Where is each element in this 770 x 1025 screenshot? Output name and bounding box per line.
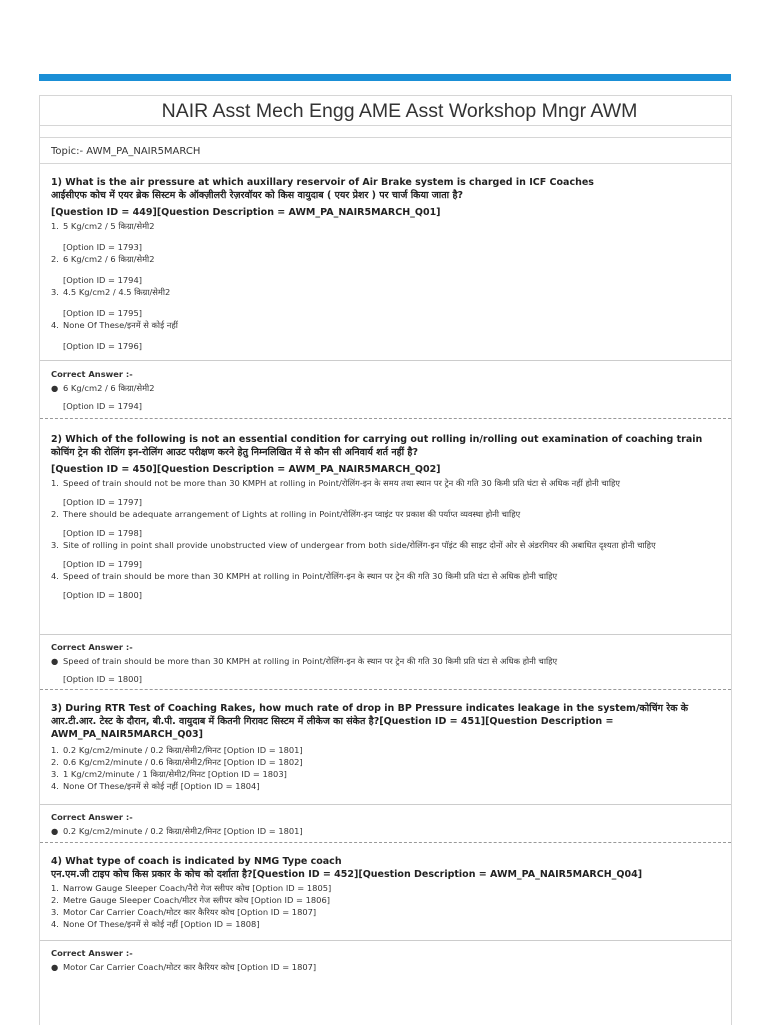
correct-answer-3 bbox=[51, 810, 303, 838]
topic-label: Topic:- AWM_PA_NAIR5MARCH bbox=[51, 146, 201, 157]
correct-answer-4 bbox=[51, 946, 316, 974]
option-id: [Option ID = 1796] bbox=[63, 341, 142, 351]
option-4: 4. None Of These/इनमें से कोई नहीं bbox=[51, 320, 178, 330]
question-id: [Question ID = 449][Question Description = AWM_PA_NAIR5MARCH_Q01] bbox=[51, 207, 441, 218]
option-4: 4. None Of These/इनमें से कोई नहीं [Option ID = 1808] bbox=[51, 919, 260, 929]
options-list bbox=[51, 882, 721, 930]
option-id: [Option ID = 1795] bbox=[63, 308, 142, 318]
correct-answer-value: ● 0.2 Kg/cm2/minute / 0.2 किग्रा/सेमी2/मिनट [Option ID = 1801] bbox=[51, 826, 303, 836]
correct-answer-label: Correct Answer :- bbox=[51, 812, 133, 822]
option-id: [Option ID = 1798] bbox=[63, 528, 142, 538]
option-3: 3. 1 Kg/cm2/minute / 1 किग्रा/सेमी2/मिनट [Option ID = 1803] bbox=[51, 769, 287, 779]
question-text: 1) What is the air pressure at which auxillary reservoir of Air Brake system is charged in ICF Coaches bbox=[51, 177, 594, 188]
page-title: NAIR Asst Mech Engg AME Asst Workshop Mngr AWM bbox=[40, 96, 731, 126]
option-2: 2. There should be adequate arrangement of Lights at rolling in Point/रोलिंग-इन प्वाइंट पर प्रकाश की पर्याप्त व्यवस्था होनी चाहिए bbox=[51, 509, 521, 519]
question-text-hindi: एन.एम.जी टाइप कोच किस प्रकार के कोच को दर्शाता है?[Question ID = 452][Question Description = AWM_PA_NAIR5MARCH_Q04] bbox=[51, 869, 643, 880]
question-3 bbox=[51, 702, 721, 792]
question-text: 2) Which of the following is not an essential condition for carrying out rolling in/rolling out examination of coaching train bbox=[51, 434, 703, 445]
question-4 bbox=[51, 855, 721, 930]
option-id: [Option ID = 1800] bbox=[63, 590, 142, 600]
question-1 bbox=[51, 176, 721, 352]
question-text-hindi: कोचिंग ट्रेन की रोलिंग इन-रोलिंग आउट परीक्षण करने हेतु निम्नलिखित में से कौन सी अनिवार्य शर्त नहीं है? bbox=[51, 447, 418, 458]
option-2: 2. 6 Kg/cm2 / 6 किग्रा/सेमी2 bbox=[51, 254, 155, 264]
option-3: 3. Site of rolling in point shall provide unobstructed view of undergear from both side/रोलिंग-इन पॉइंट की साइट दोनों ओर से अंडरगियर की अबाधित दृश्यता होनी चाहिए bbox=[51, 540, 656, 550]
correct-answer-value: ● Speed of train should be more than 30 KMPH at rolling in Point/रोलिंग-इन के स्थान पर ट्रेन की गति 30 किमी प्रति घंटा से अधिक होनी चाहिए bbox=[51, 656, 558, 666]
option-1: 1. 0.2 Kg/cm2/minute / 0.2 किग्रा/सेमी2/मिनट [Option ID = 1801] bbox=[51, 745, 303, 755]
correct-answer-label: Correct Answer :- bbox=[51, 369, 133, 379]
options-list bbox=[51, 220, 721, 352]
correct-answer-value: ● 6 Kg/cm2 / 6 किग्रा/सेमी2 bbox=[51, 383, 155, 393]
question-paper bbox=[39, 95, 732, 1025]
option-id: [Option ID = 1797] bbox=[63, 497, 142, 507]
question-text-hindi: आईसीएफ कोच में एयर ब्रेक सिस्टम के ऑक्ज़ीलरी रेज़रवॉयर को किस वायुदाब ( एयर प्रेशर ) पर चार्ज किया जाता है? bbox=[51, 190, 464, 201]
option-2: 2. 0.6 Kg/cm2/minute / 0.6 किग्रा/सेमी2/मिनट [Option ID = 1802] bbox=[51, 757, 303, 767]
option-4: 4. Speed of train should be more than 30 KMPH at rolling in Point/रोलिंग-इन के स्थान पर ट्रेन की गति 30 किमी प्रति घंटा से अधिक होनी चाहिए bbox=[51, 571, 558, 581]
option-3: 3. 4.5 Kg/cm2 / 4.5 किग्रा/सेमी2 bbox=[51, 287, 171, 297]
question-id: [Question ID = 450][Question Description = AWM_PA_NAIR5MARCH_Q02] bbox=[51, 464, 441, 475]
option-id: [Option ID = 1794] bbox=[63, 275, 142, 285]
correct-answer-value: ● Motor Car Carrier Coach/मोटर कार कैरियर कोच [Option ID = 1807] bbox=[51, 962, 317, 972]
option-1: 1. 5 Kg/cm2 / 5 किग्रा/सेमी2 bbox=[51, 221, 155, 231]
question-text: 3) During RTR Test of Coaching Rakes, how much rate of drop in BP Pressure indicates leakage in the system/कोचिंग रेक के आर.टी.आर. टेस्ट के दौरान, बी.पी. वायुदाब में कितनी गिरावट सिस्टम में लीकेज का संकेत है?[Question ID = 451][Question Description = AWM_PA_NAIR5MARCH_Q03] bbox=[51, 703, 689, 740]
correct-answer-label: Correct Answer :- bbox=[51, 642, 133, 652]
correct-answer-1 bbox=[51, 367, 154, 413]
top-accent-bar bbox=[39, 74, 731, 81]
options-list bbox=[51, 744, 721, 792]
correct-answer-2 bbox=[51, 640, 557, 686]
option-4: 4. None Of These/इनमें से कोई नहीं [Option ID = 1804] bbox=[51, 781, 260, 791]
question-2 bbox=[51, 433, 721, 601]
option-1: 1. Narrow Gauge Sleeper Coach/नैरो गेज स्लीपर कोच [Option ID = 1805] bbox=[51, 883, 332, 893]
option-id: [Option ID = 1793] bbox=[63, 242, 142, 252]
options-list bbox=[51, 477, 721, 601]
option-id: [Option ID = 1799] bbox=[63, 559, 142, 569]
correct-answer-id: [Option ID = 1794] bbox=[63, 401, 142, 411]
option-1: 1. Speed of train should not be more than 30 KMPH at rolling in Point/रोलिंग-इन के समय तथा स्थान पर ट्रेन की गति 30 किमी प्रति घंटा से अधिक नहीं होनी चाहिए bbox=[51, 478, 620, 488]
option-2: 2. Metre Gauge Sleeper Coach/मीटर गेज स्लीपर कोच [Option ID = 1806] bbox=[51, 895, 330, 905]
correct-answer-id: [Option ID = 1800] bbox=[63, 674, 142, 684]
correct-answer-label: Correct Answer :- bbox=[51, 948, 133, 958]
question-text: 4) What type of coach is indicated by NMG Type coach bbox=[51, 856, 342, 867]
option-3: 3. Motor Car Carrier Coach/मोटर कार कैरियर कोच [Option ID = 1807] bbox=[51, 907, 317, 917]
